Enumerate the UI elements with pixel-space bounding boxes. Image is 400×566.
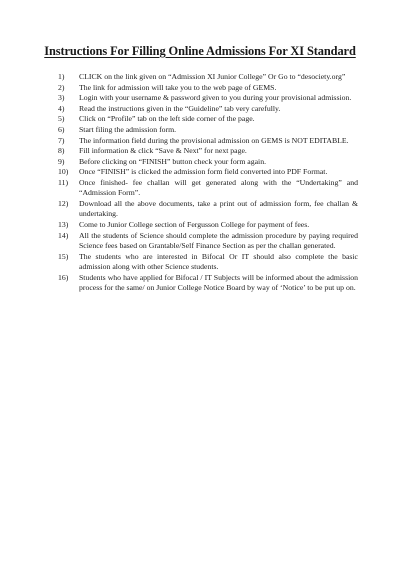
instruction-text: Students who have applied for Bifocal / IT Subjects will be informed about the admission process for the same/ on Junior College Notice Board by way of ‘Notice’ to be put up on. [79,272,358,292]
instruction-number: 13) [58,219,69,229]
instruction-item [58,178,358,199]
instruction-item [58,273,358,294]
instruction-item [58,231,358,252]
instruction-text: Before clicking on “FINISH” button check your form again. [79,156,267,166]
instruction-item [58,220,358,230]
instruction-number: 16) [58,272,69,282]
instruction-number: 8) [58,146,65,156]
instruction-text: Read the instructions given in the “Guideline” tab very carefully. [79,103,281,113]
instruction-text: Login with your username & password given to you during your provisional admission. [79,93,352,103]
document-title: Instructions For Filling Online Admissions For XI Standard [44,44,356,58]
instruction-item [58,104,358,114]
instruction-text: Come to Junior College section of Fergusson College for payment of fees. [79,219,310,229]
instruction-number: 11) [58,177,69,187]
instruction-item [58,136,358,146]
instruction-text: Download all the above documents, take a print out of admission form, fee challan & undertaking. [79,198,358,219]
instruction-number: 3) [58,93,65,103]
instruction-text: Start filing the admission form. [79,124,177,134]
instruction-item [58,93,358,103]
instruction-number: 7) [58,135,65,145]
instruction-item [58,114,358,124]
instruction-text: Fill information & click “Save & Next” for next page. [79,146,247,156]
instruction-text: Click on “Profile” tab on the left side corner of the page. [79,114,255,124]
instruction-number: 15) [58,251,69,261]
instructions-list [58,72,358,294]
instruction-number: 4) [58,103,65,113]
instruction-item [58,157,358,167]
instruction-text: All the students of Science should complete the admission procedure by paying required Science fees based on Grantable/Self Finance Section as per the challan generated. [79,230,358,250]
instruction-number: 6) [58,124,65,134]
instruction-text: Once finished- fee challan will get generated along with the “Undertaking” and “Admission Form”. [79,177,358,198]
instruction-number: 9) [58,156,65,166]
instruction-item [58,199,358,220]
instruction-text: The information field during the provisional admission on GEMS is NOT EDITABLE. [79,135,349,145]
instruction-item [58,83,358,93]
instruction-item [58,72,358,82]
instruction-number: 12) [58,198,69,208]
instruction-text: Once “FINISH” is clicked the admission form field converted into PDF Format. [79,167,328,177]
instruction-item [58,252,358,273]
instruction-item [58,125,358,135]
instruction-text: CLICK on the link given on “Admission XI Junior College” Or Go to “desociety.org” [79,72,346,81]
instruction-text: The link for admission will take you to the web page of GEMS. [79,82,277,92]
instruction-number: 2) [58,82,65,92]
instruction-number: 1) [58,72,65,81]
instruction-number: 10) [58,167,69,177]
instruction-text: The students who are interested in Bifocal Or IT should also complete the basic admission along with other Science students. [79,251,358,271]
instruction-number: 5) [58,114,65,124]
instruction-item [58,167,358,177]
instruction-item [58,146,358,156]
instruction-number: 14) [58,230,69,240]
